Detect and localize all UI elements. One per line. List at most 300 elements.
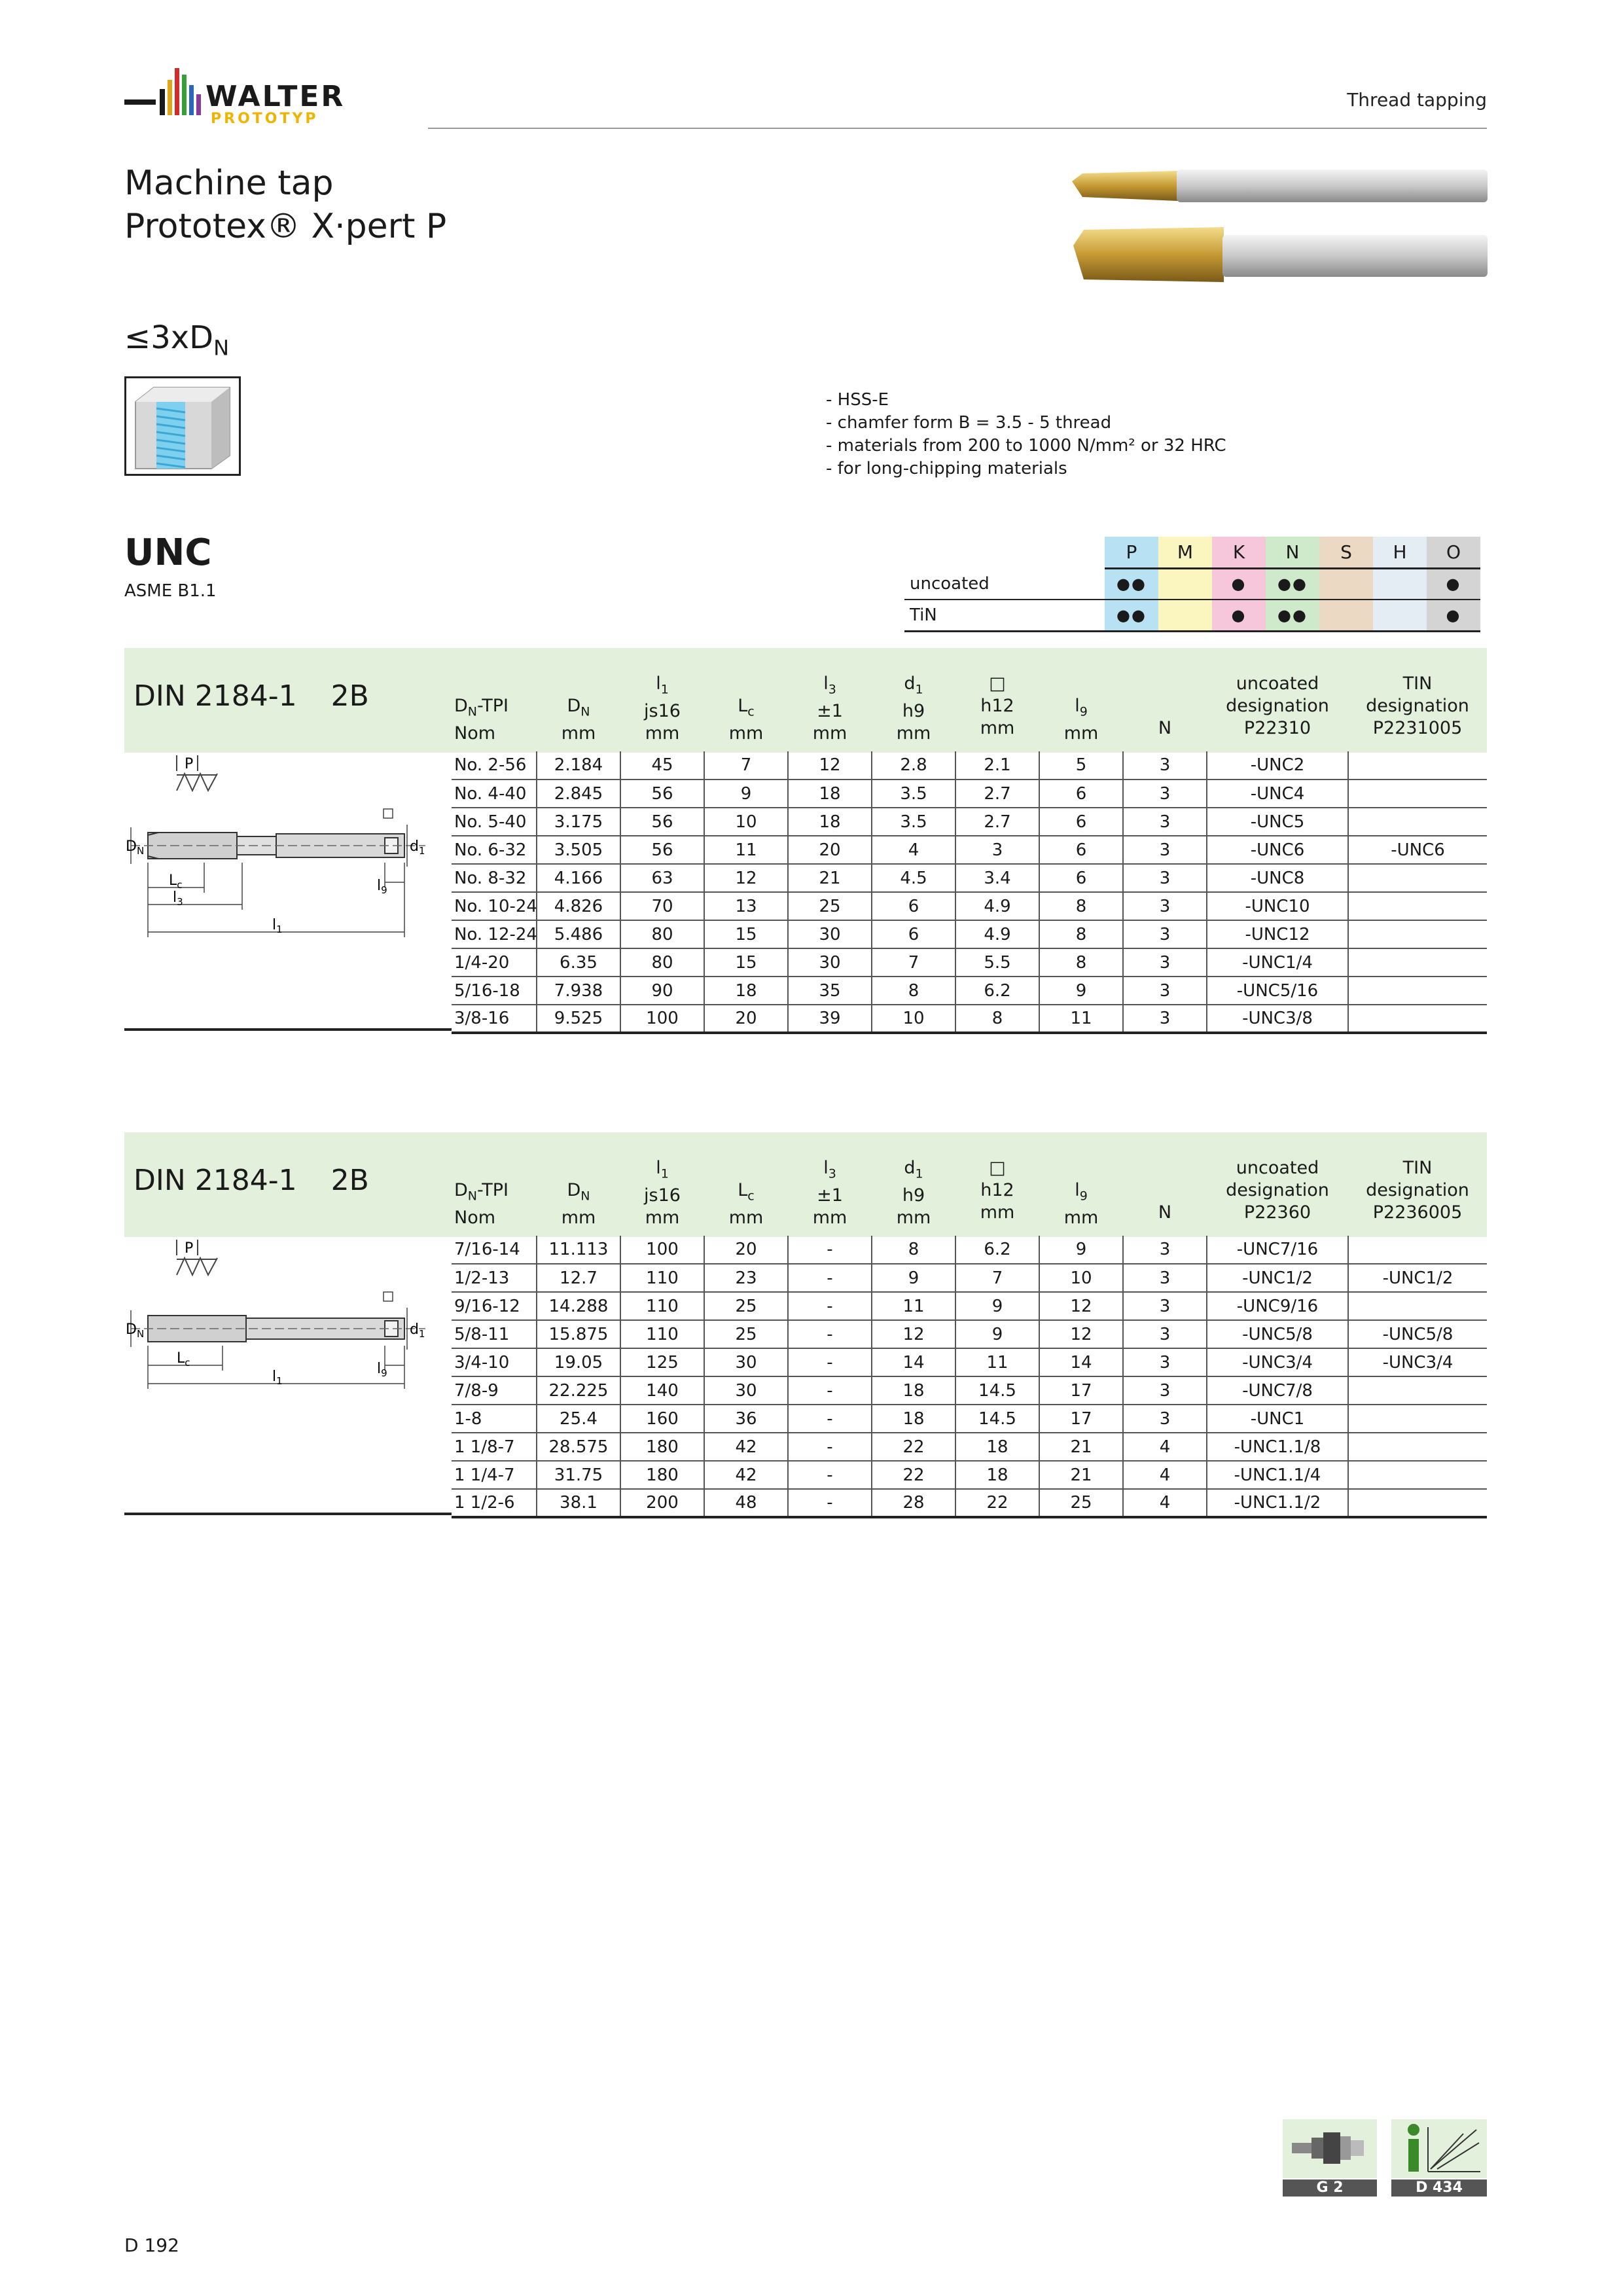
col-header-square: □ h12 mm (980, 673, 1015, 738)
designation-cell[interactable]: -UNC5 (1207, 808, 1348, 836)
designation-cell[interactable]: -UNC6 (1207, 836, 1348, 864)
table-row (452, 948, 1487, 977)
value-cell: 18 (955, 1461, 1039, 1489)
value-cell: 8 (872, 1236, 955, 1264)
thread-size-cell: No. 8-32 (452, 864, 537, 892)
col-header-n: N (1158, 1202, 1172, 1223)
value-cell: 3.4 (955, 864, 1039, 892)
value-cell: 12 (1039, 1320, 1123, 1348)
value-cell: 3 (1123, 977, 1207, 1005)
thread-size-cell: No. 2-56 (452, 751, 537, 780)
material-group-N: N (1266, 537, 1319, 568)
designation-cell[interactable]: -UNC3/4 (1207, 1348, 1348, 1376)
designation-cell[interactable]: -UNC1/2 (1207, 1264, 1348, 1292)
value-cell: 12 (1039, 1292, 1123, 1320)
value-cell: 3 (1123, 1292, 1207, 1320)
logo-graphic (124, 60, 399, 132)
value-cell: 42 (704, 1433, 788, 1461)
designation-cell[interactable]: -UNC3/4 (1348, 1348, 1487, 1376)
value-cell: 30 (704, 1376, 788, 1405)
suitability-cell (1319, 600, 1373, 631)
value-cell: 110 (620, 1292, 704, 1320)
value-cell: 3.505 (537, 836, 620, 864)
value-cell: 20 (788, 836, 872, 864)
designation-cell (1348, 1292, 1487, 1320)
designation-cell[interactable]: -UNC1.1/8 (1207, 1433, 1348, 1461)
table-row (452, 1489, 1487, 1517)
value-cell: 6 (1039, 808, 1123, 836)
designation-cell[interactable]: -UNC2 (1207, 751, 1348, 780)
value-cell: 3 (1123, 1005, 1207, 1033)
material-row-uncoated (904, 568, 1480, 600)
thread-size-cell: 5/8-11 (452, 1320, 537, 1348)
svg-text:l1: $l_1$ (272, 1369, 283, 1387)
col-header-tin: TIN designation P2236005 (1366, 1158, 1469, 1223)
feature-item: - HSS-E (826, 390, 889, 410)
value-cell: 48 (704, 1489, 788, 1517)
value-cell: 63 (620, 864, 704, 892)
table-row (452, 1292, 1487, 1320)
value-cell: 7 (872, 948, 955, 977)
value-cell: 200 (620, 1489, 704, 1517)
value-cell: 10 (872, 1005, 955, 1033)
value-cell: 3.5 (872, 808, 955, 836)
designation-cell[interactable]: -UNC6 (1348, 836, 1487, 864)
value-cell: 28 (872, 1489, 955, 1517)
header-divider (428, 128, 1487, 129)
depth-label (124, 319, 229, 361)
svg-text:WALTER: WALTER (205, 80, 346, 113)
table-row (452, 864, 1487, 892)
table-row (452, 977, 1487, 1005)
tap-drawing-graphic (124, 1237, 452, 1401)
value-cell: 160 (620, 1405, 704, 1433)
col-header-l3: $l_3$ ±1 mm (812, 673, 847, 744)
value-cell: 18 (872, 1405, 955, 1433)
designation-cell[interactable]: -UNC4 (1207, 780, 1348, 808)
table2-bottom-rule (124, 1513, 452, 1515)
blind-hole-icon (124, 376, 241, 476)
designation-cell (1348, 780, 1487, 808)
value-cell: 3 (1123, 1236, 1207, 1264)
thread-size-cell: No. 10-24 (452, 892, 537, 920)
value-cell: 8 (955, 1005, 1039, 1033)
value-cell: 3 (1123, 1348, 1207, 1376)
info-chart-icon (1391, 2119, 1487, 2178)
table2-tolerance: 2B (330, 1164, 369, 1197)
blind-hole-graphic (126, 378, 239, 474)
value-cell: 7.938 (537, 977, 620, 1005)
col-header-dn: $D_N$ mm (561, 696, 596, 744)
value-cell: 25 (704, 1320, 788, 1348)
material-row-label: TiN (904, 600, 1105, 631)
value-cell: 18 (704, 977, 788, 1005)
col-header-d1: $d_1$ h9 mm (896, 673, 931, 744)
value-cell: 14.288 (537, 1292, 620, 1320)
thread-size-cell: 7/16-14 (452, 1236, 537, 1264)
value-cell: 6 (1039, 780, 1123, 808)
svg-text:P: P (185, 1240, 194, 1257)
material-group-K: K (1212, 537, 1266, 568)
suitability-cell (1373, 600, 1427, 631)
suitability-cell: ●● (1105, 600, 1158, 631)
machine-tap-image (1060, 154, 1489, 291)
value-cell: 2.845 (537, 780, 620, 808)
value-cell: 20 (704, 1236, 788, 1264)
material-group-S: S (1319, 537, 1373, 568)
suitability-cell (1158, 568, 1212, 600)
svg-text:P: P (185, 756, 194, 772)
material-group-O: O (1427, 537, 1480, 568)
designation-cell (1348, 1489, 1487, 1517)
table-row (452, 1461, 1487, 1489)
value-cell: 8 (872, 977, 955, 1005)
table-row (452, 780, 1487, 808)
value-cell: 28.575 (537, 1433, 620, 1461)
table-row (452, 1348, 1487, 1376)
designation-cell[interactable]: -UNC1/2 (1348, 1264, 1487, 1292)
tool-holder-icon (1283, 2119, 1377, 2178)
value-cell: 22 (872, 1461, 955, 1489)
value-cell: 5 (1039, 751, 1123, 780)
suitability-cell: ● (1212, 568, 1266, 600)
value-cell: - (788, 1320, 872, 1348)
value-cell: 6.2 (955, 977, 1039, 1005)
value-cell: 6.2 (955, 1236, 1039, 1264)
value-cell: 3 (955, 836, 1039, 864)
value-cell: 4 (1123, 1461, 1207, 1489)
table-row (452, 751, 1487, 780)
designation-cell (1348, 808, 1487, 836)
table-row (452, 1376, 1487, 1405)
value-cell: 15 (704, 948, 788, 977)
value-cell: - (788, 1489, 872, 1517)
thread-size-cell: 1 1/2-6 (452, 1489, 537, 1517)
material-row-tin (904, 600, 1480, 631)
designation-cell[interactable]: -UNC1.1/4 (1207, 1461, 1348, 1489)
designation-cell[interactable]: -UNC5/8 (1348, 1320, 1487, 1348)
col-header-uncoated: uncoated designation P22360 (1226, 1158, 1329, 1223)
value-cell: 45 (620, 751, 704, 780)
col-header-l3: $l_3$ ±1 mm (812, 1158, 847, 1229)
value-cell: 4 (1123, 1489, 1207, 1517)
suitability-cell: ●● (1266, 600, 1319, 631)
value-cell: 90 (620, 977, 704, 1005)
value-cell: - (788, 1461, 872, 1489)
value-cell: 9 (1039, 977, 1123, 1005)
thread-size-cell: No. 5-40 (452, 808, 537, 836)
value-cell: 21 (788, 864, 872, 892)
value-cell: - (788, 1264, 872, 1292)
table1-technical-drawing (124, 753, 452, 949)
material-suitability-table (904, 537, 1480, 632)
value-cell: 2.7 (955, 808, 1039, 836)
designation-cell[interactable]: -UNC7/16 (1207, 1236, 1348, 1264)
col-header-lc: $L_c$ mm (728, 1180, 764, 1229)
reference-link-d434[interactable] (1391, 2119, 1487, 2197)
feature-item: - chamfer form B = 3.5 - 5 thread (826, 413, 1112, 433)
value-cell: 2.7 (955, 780, 1039, 808)
value-cell: 39 (788, 1005, 872, 1033)
value-cell: 14.5 (955, 1405, 1039, 1433)
col-header-square: □ h12 mm (980, 1158, 1015, 1223)
suitability-cell: ●● (1105, 568, 1158, 600)
value-cell: 4 (1123, 1433, 1207, 1461)
feature-item: - for long-chipping materials (826, 459, 1067, 478)
value-cell: - (788, 1376, 872, 1405)
value-cell: 4.9 (955, 920, 1039, 948)
col-header-size: $D_N$-TPI Nom (454, 1180, 509, 1229)
table2-technical-drawing (124, 1237, 452, 1401)
value-cell: 15 (704, 920, 788, 948)
value-cell: 11 (704, 836, 788, 864)
suitability-cell (1319, 568, 1373, 600)
designation-cell (1348, 920, 1487, 948)
value-cell: 11 (1039, 1005, 1123, 1033)
value-cell: 10 (1039, 1264, 1123, 1292)
value-cell: 2.184 (537, 751, 620, 780)
thread-size-cell: No. 12-24 (452, 920, 537, 948)
value-cell: 23 (704, 1264, 788, 1292)
tap-photo-graphic (1060, 154, 1489, 291)
value-cell: 38.1 (537, 1489, 620, 1517)
value-cell: 9 (704, 780, 788, 808)
table-row (452, 1320, 1487, 1348)
value-cell: 18 (788, 808, 872, 836)
col-header-l1: $l_1$ js16 mm (644, 673, 681, 744)
value-cell: 9 (955, 1320, 1039, 1348)
designation-cell[interactable]: -UNC3/8 (1207, 1005, 1348, 1033)
value-cell: 3 (1123, 808, 1207, 836)
value-cell: 3 (1123, 780, 1207, 808)
value-cell: 8 (1039, 948, 1123, 977)
value-cell: 110 (620, 1320, 704, 1348)
value-cell: 56 (620, 780, 704, 808)
value-cell: 42 (704, 1461, 788, 1489)
value-cell: 22 (872, 1433, 955, 1461)
col-header-tin: TIN designation P2231005 (1366, 673, 1469, 738)
svg-text:d1: $d_1$ (410, 838, 425, 857)
value-cell: 6 (1039, 864, 1123, 892)
table1-title: DIN 2184-1 2B (134, 679, 369, 713)
col-header-l9: $l_9$ mm (1063, 696, 1099, 744)
value-cell: 12.7 (537, 1264, 620, 1292)
value-cell: 14 (1039, 1348, 1123, 1376)
value-cell: 14.5 (955, 1376, 1039, 1405)
thread-size-cell: 3/4-10 (452, 1348, 537, 1376)
svg-text:PROTOTYP: PROTOTYP (211, 111, 319, 127)
value-cell: 7 (955, 1264, 1039, 1292)
value-cell: - (788, 1405, 872, 1433)
value-cell: - (788, 1236, 872, 1264)
thread-size-cell: 1 1/8-7 (452, 1433, 537, 1461)
value-cell: 31.75 (537, 1461, 620, 1489)
designation-cell[interactable]: -UNC8 (1207, 864, 1348, 892)
thread-size-cell: No. 4-40 (452, 780, 537, 808)
feature-item: - materials from 200 to 1000 N/mm² or 32 HRC (826, 436, 1226, 456)
value-cell: 6 (872, 920, 955, 948)
value-cell: 3 (1123, 751, 1207, 780)
svg-text:Lc: $L_c$ (177, 1350, 190, 1369)
value-cell: 8 (1039, 920, 1123, 948)
designation-cell (1348, 892, 1487, 920)
reference-link-g2[interactable] (1283, 2119, 1377, 2197)
walter-prototyp-logo (124, 60, 399, 132)
value-cell: 56 (620, 808, 704, 836)
table2-column-headers (452, 1156, 1487, 1233)
title-line-1: Machine tap (124, 164, 334, 203)
value-cell: 25 (1039, 1489, 1123, 1517)
designation-cell[interactable]: -UNC5/16 (1207, 977, 1348, 1005)
table1-column-headers (452, 672, 1487, 749)
col-header-l1: $l_1$ js16 mm (644, 1158, 681, 1229)
value-cell: 9 (955, 1292, 1039, 1320)
designation-cell (1348, 1461, 1487, 1489)
value-cell: 3 (1123, 1376, 1207, 1405)
value-cell: 19.05 (537, 1348, 620, 1376)
tap-drawing-graphic (124, 753, 452, 949)
thread-standard: ASME B1.1 (124, 581, 217, 601)
page-title (124, 162, 446, 248)
designation-cell (1348, 1236, 1487, 1264)
col-header-l9: $l_9$ mm (1063, 1180, 1099, 1229)
value-cell: 21 (1039, 1433, 1123, 1461)
designation-cell[interactable]: -UNC5/8 (1207, 1320, 1348, 1348)
value-cell: 140 (620, 1376, 704, 1405)
designation-cell (1348, 751, 1487, 780)
title-line-2: Prototex® X·pert P (124, 207, 447, 246)
designation-cell[interactable]: -UNC1 (1207, 1405, 1348, 1433)
table-row (452, 836, 1487, 864)
designation-cell[interactable]: -UNC9/16 (1207, 1292, 1348, 1320)
thread-size-cell: 5/16-18 (452, 977, 537, 1005)
value-cell: 4.166 (537, 864, 620, 892)
value-cell: 100 (620, 1005, 704, 1033)
svg-text:l3: $l_3$ (173, 889, 183, 908)
svg-text:l9: $l_9$ (377, 1361, 387, 1379)
table1-data (452, 751, 1487, 1034)
thread-size-cell: 1 1/4-7 (452, 1461, 537, 1489)
value-cell: 30 (704, 1348, 788, 1376)
suitability-cell: ● (1212, 600, 1266, 631)
value-cell: 15.875 (537, 1320, 620, 1348)
suitability-cell: ● (1427, 600, 1480, 631)
suitability-cell (1373, 568, 1427, 600)
value-cell: 6 (1039, 836, 1123, 864)
value-cell: 18 (872, 1376, 955, 1405)
table-row (452, 1433, 1487, 1461)
value-cell: 6.35 (537, 948, 620, 977)
value-cell: 3 (1123, 864, 1207, 892)
value-cell: 22.225 (537, 1376, 620, 1405)
d434-label: D 434 (1391, 2179, 1487, 2197)
value-cell: 25 (788, 892, 872, 920)
value-cell: 2.8 (872, 751, 955, 780)
table2-title: DIN 2184-1 2B (134, 1164, 369, 1197)
value-cell: 30 (788, 920, 872, 948)
value-cell: 11 (955, 1348, 1039, 1376)
value-cell: 4.9 (955, 892, 1039, 920)
table2-data (452, 1236, 1487, 1518)
value-cell: - (788, 1433, 872, 1461)
value-cell: 10 (704, 808, 788, 836)
table-row (452, 920, 1487, 948)
value-cell: 9.525 (537, 1005, 620, 1033)
value-cell: 35 (788, 977, 872, 1005)
depth-prefix: ≤3xD (124, 319, 214, 356)
value-cell: 18 (788, 780, 872, 808)
value-cell: 11.113 (537, 1236, 620, 1264)
table-row (452, 808, 1487, 836)
value-cell: 21 (1039, 1461, 1123, 1489)
value-cell: 100 (620, 1236, 704, 1264)
value-cell: 3 (1123, 1320, 1207, 1348)
suitability-cell: ●● (1266, 568, 1319, 600)
svg-text:l1: $l_1$ (272, 917, 283, 935)
suitability-cell (1158, 600, 1212, 631)
suitability-cell: ● (1427, 568, 1480, 600)
designation-cell (1348, 1376, 1487, 1405)
designation-cell[interactable]: -UNC7/8 (1207, 1376, 1348, 1405)
g2-label: G 2 (1283, 2179, 1377, 2197)
value-cell: 3 (1123, 892, 1207, 920)
value-cell: 3 (1123, 948, 1207, 977)
value-cell: 36 (704, 1405, 788, 1433)
designation-cell[interactable]: -UNC1.1/2 (1207, 1489, 1348, 1517)
col-header-uncoated: uncoated designation P22310 (1226, 673, 1329, 738)
value-cell: 3.175 (537, 808, 620, 836)
col-header-lc: $L_c$ mm (728, 696, 764, 744)
thread-size-cell: 3/8-16 (452, 1005, 537, 1033)
value-cell: 14 (872, 1348, 955, 1376)
table-row (452, 892, 1487, 920)
value-cell: 3 (1123, 920, 1207, 948)
thread-size-cell: 1/2-13 (452, 1264, 537, 1292)
value-cell: 17 (1039, 1405, 1123, 1433)
value-cell: 4.826 (537, 892, 620, 920)
thread-size-cell: 1-8 (452, 1405, 537, 1433)
table-row (452, 1236, 1487, 1264)
value-cell: 2.1 (955, 751, 1039, 780)
table-row (452, 1264, 1487, 1292)
table-row (452, 1405, 1487, 1433)
svg-text:DN: $D_N$ (126, 1321, 145, 1340)
svg-text:l9: $l_9$ (377, 878, 387, 896)
value-cell: 7 (704, 751, 788, 780)
value-cell: 9 (872, 1264, 955, 1292)
depth-sub: N (213, 335, 230, 361)
page-number: D 192 (124, 2234, 179, 2256)
designation-cell (1348, 948, 1487, 977)
material-row-label: uncoated (904, 568, 1105, 600)
material-header-row (904, 537, 1480, 568)
value-cell: - (788, 1348, 872, 1376)
designation-cell (1348, 1405, 1487, 1433)
col-header-dn: $D_N$ mm (561, 1180, 596, 1229)
designation-cell[interactable]: -UNC12 (1207, 920, 1348, 948)
svg-text:DN: $D_N$ (126, 838, 145, 857)
designation-cell[interactable]: -UNC1/4 (1207, 948, 1348, 977)
value-cell: 110 (620, 1264, 704, 1292)
value-cell: 18 (955, 1433, 1039, 1461)
designation-cell[interactable]: -UNC10 (1207, 892, 1348, 920)
value-cell: 12 (872, 1320, 955, 1348)
value-cell: 25.4 (537, 1405, 620, 1433)
section-label: Thread tapping (1347, 89, 1487, 111)
value-cell: 13 (704, 892, 788, 920)
value-cell: - (788, 1292, 872, 1320)
value-cell: 12 (704, 864, 788, 892)
